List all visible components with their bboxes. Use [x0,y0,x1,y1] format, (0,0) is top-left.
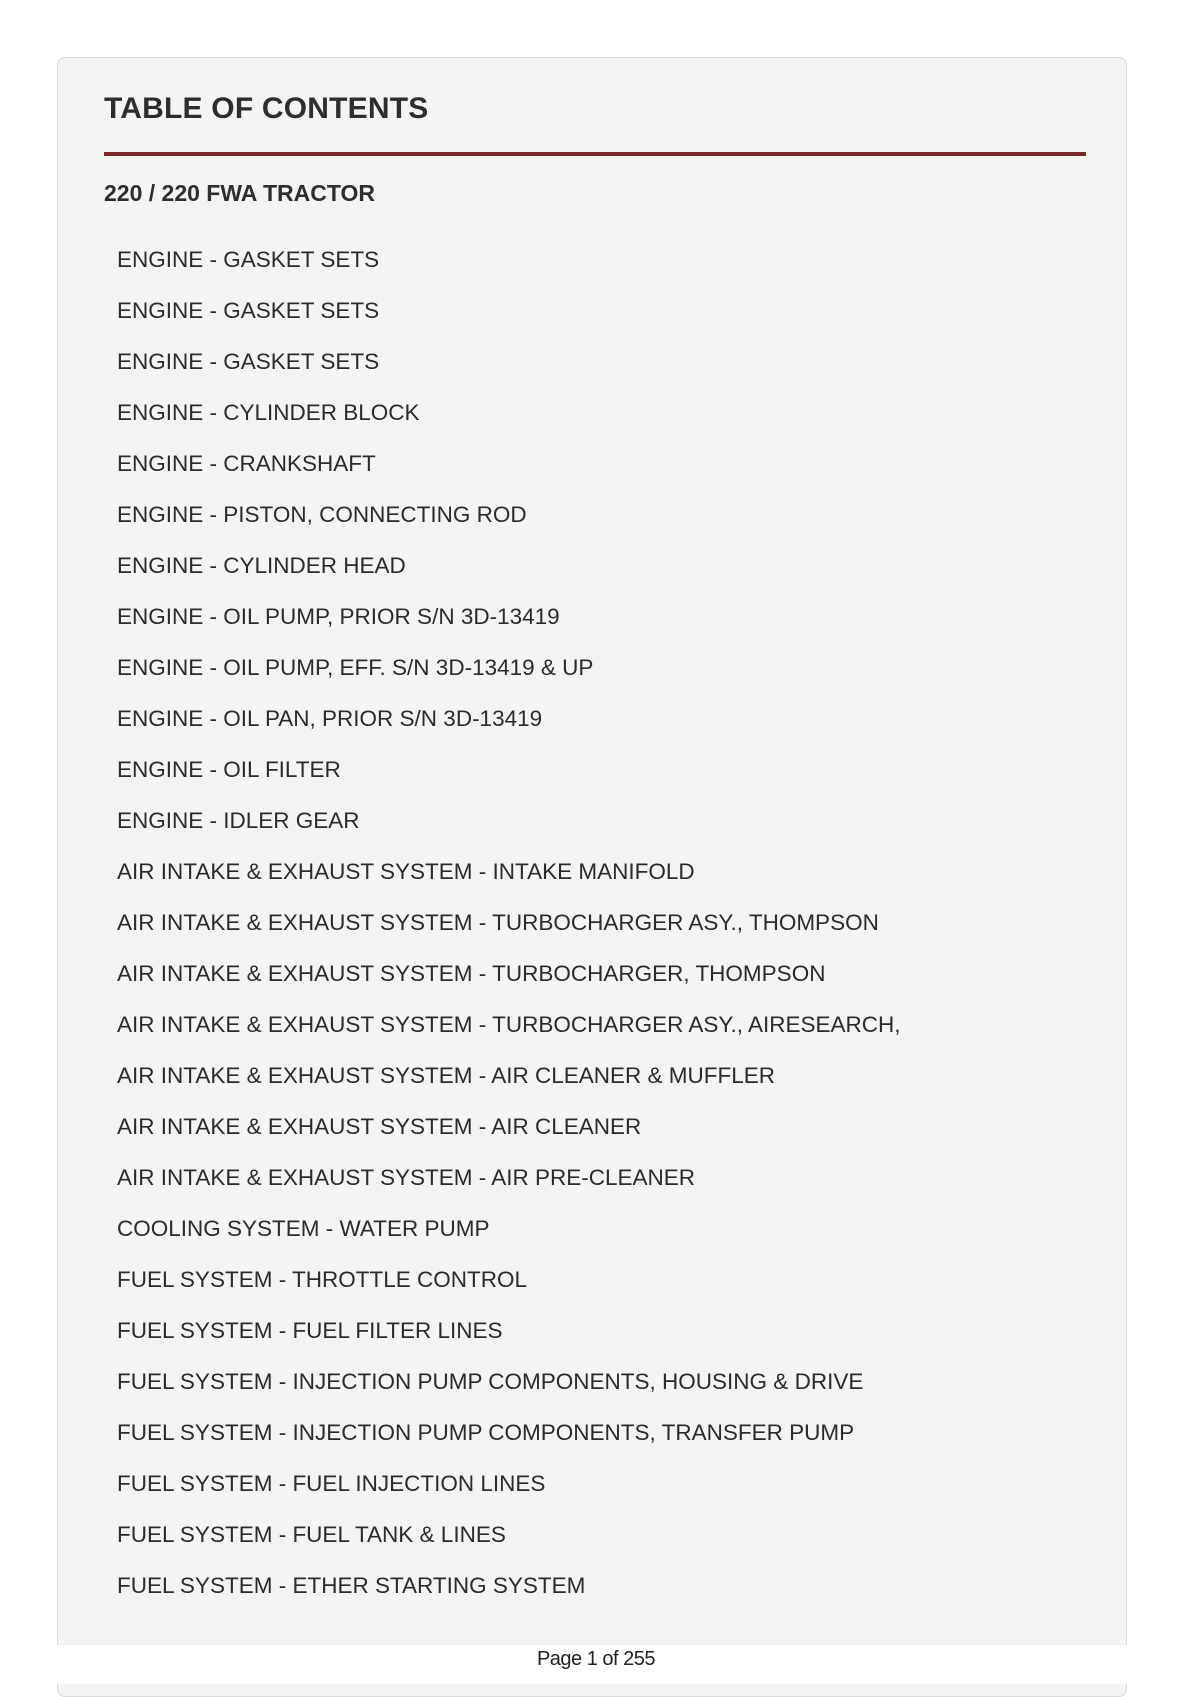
toc-entry[interactable]: ENGINE - GASKET SETS [117,247,380,272]
toc-entry[interactable]: FUEL SYSTEM - THROTTLE CONTROL [117,1267,528,1292]
toc-entry[interactable]: ENGINE - IDLER GEAR [117,808,360,833]
toc-entry[interactable]: ENGINE - OIL PUMP, EFF. S/N 3D-13419 & UP [117,655,594,680]
toc-entry[interactable]: FUEL SYSTEM - INJECTION PUMP COMPONENTS, TRANSFER PUMP [117,1420,855,1445]
toc-entry[interactable]: AIR INTAKE & EXHAUST SYSTEM - TURBOCHARGER ASY., AIRESEARCH, [117,1012,901,1037]
toc-entry[interactable]: ENGINE - PISTON, CONNECTING ROD [117,502,527,527]
toc-entry[interactable]: AIR INTAKE & EXHAUST SYSTEM - AIR CLEANER [117,1114,642,1139]
toc-entry[interactable]: FUEL SYSTEM - ETHER STARTING SYSTEM [117,1573,586,1598]
toc-entry[interactable]: ENGINE - CYLINDER HEAD [117,553,406,578]
toc-entry[interactable]: ENGINE - CYLINDER BLOCK [117,400,420,425]
toc-entry[interactable]: AIR INTAKE & EXHAUST SYSTEM - INTAKE MANIFOLD [117,859,695,884]
toc-entry[interactable]: FUEL SYSTEM - INJECTION PUMP COMPONENTS, HOUSING & DRIVE [117,1369,864,1394]
section-heading: 220 / 220 FWA TRACTOR [104,180,375,206]
toc-entry[interactable]: AIR INTAKE & EXHAUST SYSTEM - TURBOCHARGER ASY., THOMPSON [117,910,879,935]
page-number: Page 1 of 255 [0,1645,1192,1684]
toc-entry[interactable]: ENGINE - GASKET SETS [117,298,380,323]
toc-entry[interactable]: FUEL SYSTEM - FUEL TANK & LINES [117,1522,506,1547]
title-divider [104,152,1086,156]
toc-entry[interactable]: FUEL SYSTEM - FUEL FILTER LINES [117,1318,503,1343]
toc-list [117,234,901,1611]
toc-entry[interactable]: ENGINE - CRANKSHAFT [117,451,376,476]
toc-entry[interactable]: FUEL SYSTEM - FUEL INJECTION LINES [117,1471,546,1496]
page-title: TABLE OF CONTENTS [104,92,429,125]
toc-entry[interactable]: AIR INTAKE & EXHAUST SYSTEM - TURBOCHARGER, THOMPSON [117,961,826,986]
toc-entry[interactable]: ENGINE - GASKET SETS [117,349,380,374]
toc-entry[interactable]: AIR INTAKE & EXHAUST SYSTEM - AIR PRE-CLEANER [117,1165,696,1190]
toc-entry[interactable]: COOLING SYSTEM - WATER PUMP [117,1216,490,1241]
toc-entry[interactable]: AIR INTAKE & EXHAUST SYSTEM - AIR CLEANER & MUFFLER [117,1063,776,1088]
toc-panel [57,57,1127,1697]
toc-entry[interactable]: ENGINE - OIL PUMP, PRIOR S/N 3D-13419 [117,604,560,629]
toc-entry[interactable]: ENGINE - OIL FILTER [117,757,341,782]
toc-entry[interactable]: ENGINE - OIL PAN, PRIOR S/N 3D-13419 [117,706,543,731]
